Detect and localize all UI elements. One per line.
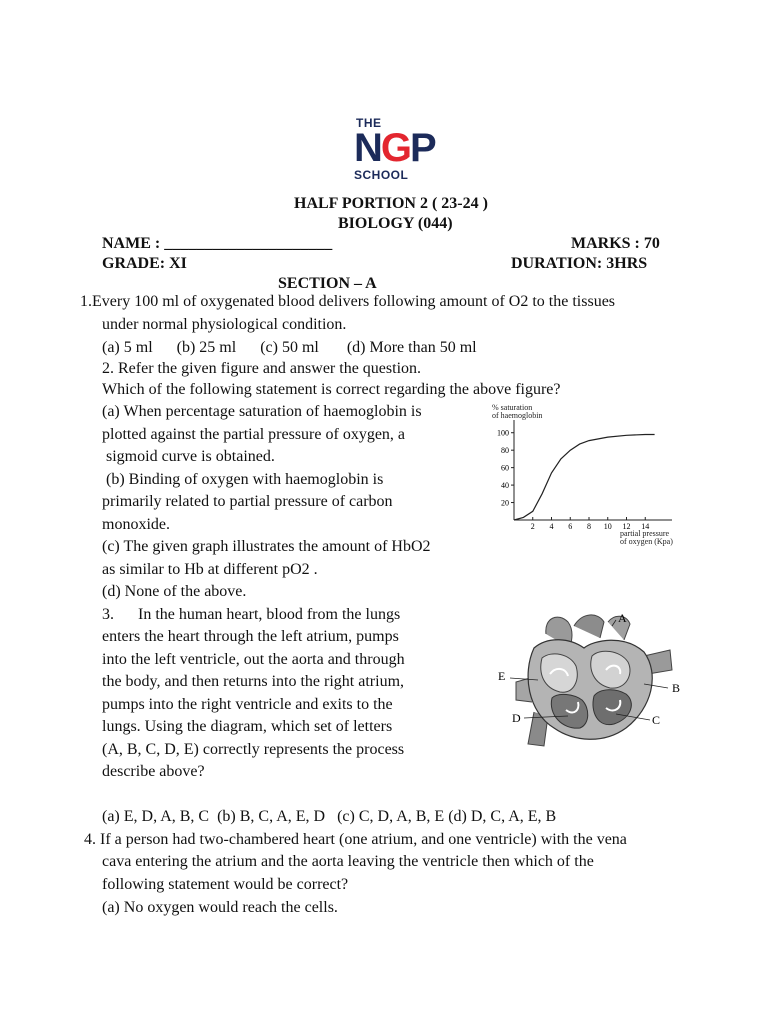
q2-option-d: (d) None of the above. <box>102 583 247 600</box>
exam-subject: BIOLOGY (044) <box>338 215 453 232</box>
exam-title: HALF PORTION 2 ( 23-24 ) <box>294 195 488 212</box>
marks-label: MARKS : 70 <box>571 235 660 252</box>
q2-option-b-1: (b) Binding of oxygen with haemoglobin is <box>102 471 384 488</box>
chart-xlabel-line1: partial pressure <box>620 529 670 538</box>
heart-illustration <box>510 615 672 746</box>
chart-y-ticks <box>497 429 514 508</box>
q4-line2: cava entering the atrium and the aorta leaving the ventricle then which of the <box>102 853 594 870</box>
q3-line7: (A, B, C, D, E) correctly represents the process <box>102 741 405 758</box>
x-tick-label: 8 <box>587 522 591 531</box>
q2-line1: 2. Refer the given figure and answer the question. <box>102 360 422 377</box>
q2-option-b-2: primarily related to partial pressure of carbon <box>102 493 393 510</box>
q2-option-a-3: sigmoid curve is obtained. <box>102 448 275 465</box>
q3-line4: the body, and then returns into the right atrium, <box>102 673 405 690</box>
x-tick-label: 10 <box>603 522 612 531</box>
q1-line1: 1.Every 100 ml of oxygenated blood delivers following amount of O2 to the tissues <box>80 293 616 310</box>
heart-label-b: B <box>672 681 681 695</box>
logo-brand: NGP <box>354 126 435 170</box>
duration-label: DURATION: 3HRS <box>511 255 648 272</box>
q2-option-a-1: (a) When percentage saturation of haemoglobin is <box>102 403 422 420</box>
x-tick-label: 4 <box>549 522 554 531</box>
y-tick-label: 80 <box>501 446 509 456</box>
heart-label-c: C <box>652 713 661 727</box>
y-tick-label: 60 <box>501 463 509 473</box>
q3-line1: 3. In the human heart, blood from the lungs <box>102 606 401 623</box>
q3-line3: into the left ventricle, out the aorta and through <box>102 651 405 668</box>
q3-line8: describe above? <box>102 763 205 780</box>
x-tick-label: 14 <box>641 522 650 531</box>
q4-line3: following statement would be correct? <box>102 876 349 893</box>
logo-school: SCHOOL <box>354 168 409 182</box>
name-field: NAME : _____________________ <box>102 235 333 252</box>
q3-options: (a) E, D, A, B, C (b) B, C, A, E, D (c) C, D, A, B, E (d) D, C, A, E, B <box>102 808 557 825</box>
grade-label: GRADE: XI <box>102 255 187 272</box>
chart-xlabel-line2: of oxygen (Kpa) <box>620 537 673 546</box>
y-tick-label: 40 <box>501 481 509 491</box>
y-tick-label: 20 <box>501 498 509 508</box>
chart-ylabel-line1: % saturation <box>492 403 533 412</box>
q2-option-c-2: as similar to Hb at different pO2 . <box>102 561 318 578</box>
q3-line5: pumps into the right ventricle and exits to the <box>102 696 393 713</box>
q2-line2: Which of the following statement is correct regarding the above figure? <box>102 381 561 398</box>
heart-label-d: D <box>512 711 521 725</box>
oxygen-dissociation-chart <box>484 400 694 550</box>
y-tick-label: 100 <box>497 428 509 438</box>
heart-diagram <box>494 604 694 754</box>
q1-options: (a) 5 ml (b) 25 ml (c) 50 ml (d) More than 50 ml <box>102 339 477 356</box>
heart-label-a: A <box>618 611 627 625</box>
x-tick-label: 6 <box>568 522 573 531</box>
x-tick-label: 2 <box>530 522 535 531</box>
x-tick-label: 12 <box>622 522 631 531</box>
q2-option-a-2: plotted against the partial pressure of oxygen, a <box>102 426 406 443</box>
section-heading: SECTION – A <box>278 275 377 292</box>
q3-line6: lungs. Using the diagram, which set of letters <box>102 718 393 735</box>
saturation-curve <box>514 435 655 521</box>
q4-option-a: (a) No oxygen would reach the cells. <box>102 899 338 916</box>
q2-option-c-1: (c) The given graph illustrates the amount of HbO2 <box>102 538 431 555</box>
q1-line2: under normal physiological condition. <box>102 316 347 333</box>
school-logo <box>352 116 458 182</box>
chart-ylabel-line2: of haemoglobin <box>492 411 543 420</box>
q3-line2: enters the heart through the left atrium, pumps <box>102 628 399 645</box>
logo-the: THE <box>356 116 382 130</box>
heart-label-e: E <box>498 669 506 683</box>
q4-line1: 4. If a person had two-chambered heart (one atrium, and one ventricle) with the vena <box>80 831 627 848</box>
q2-option-b-3: monoxide. <box>102 516 170 533</box>
